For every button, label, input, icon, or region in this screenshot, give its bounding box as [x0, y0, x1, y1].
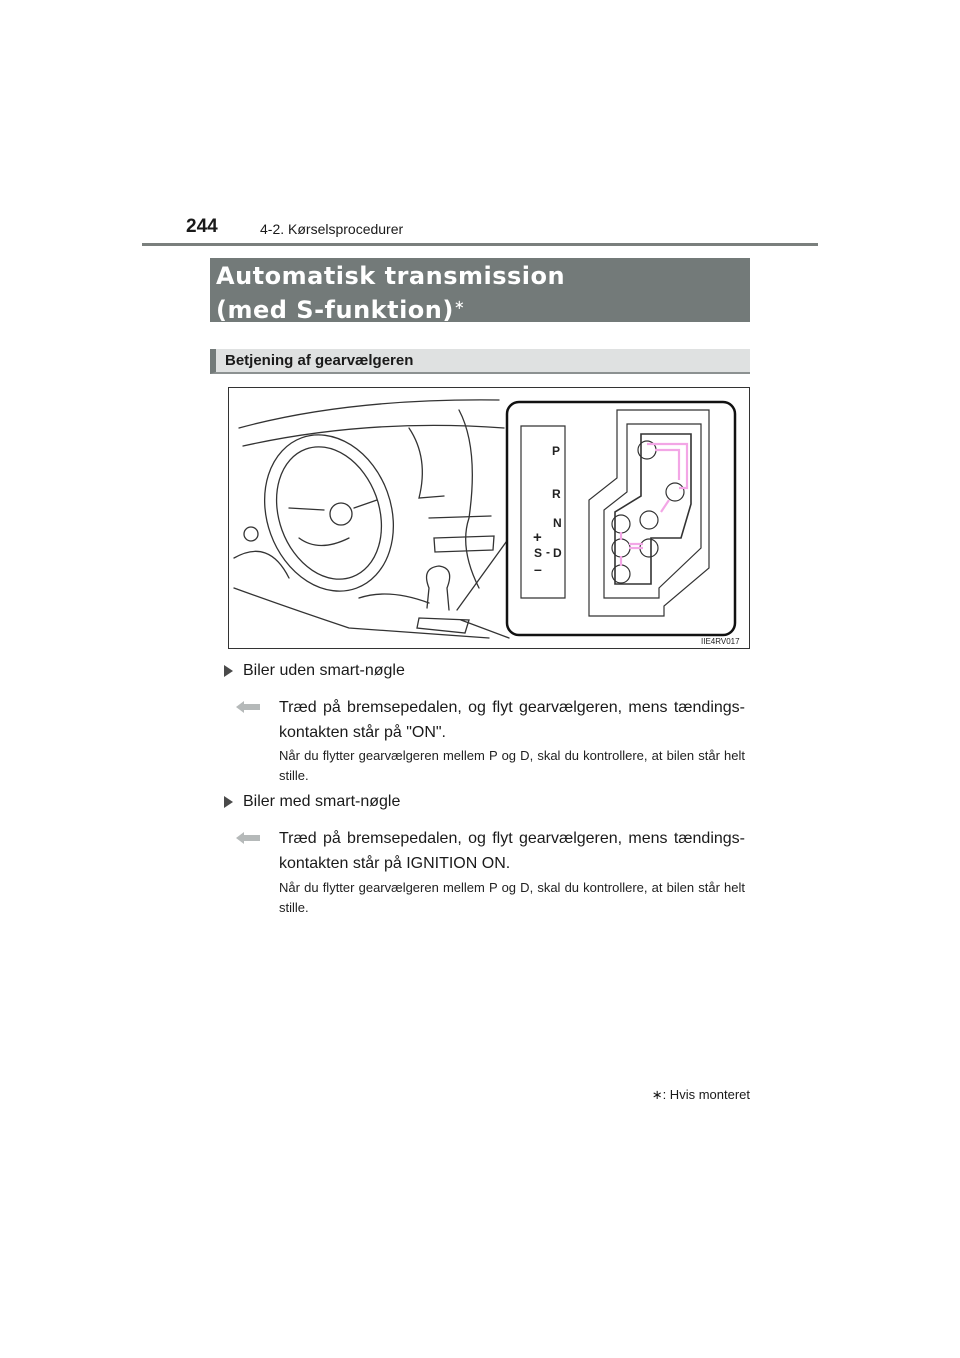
console-line — [459, 410, 479, 588]
shift-lever — [427, 566, 450, 610]
gear-label-d: D — [553, 546, 562, 560]
callout-line — [457, 538, 509, 610]
section-reference: 4-2. Kørselsprocedurer — [260, 221, 404, 237]
gear-label-n: N — [553, 516, 562, 530]
dashboard-line — [239, 400, 499, 428]
gear-label-minus: – — [534, 561, 542, 577]
gear-label-s: S — [534, 546, 543, 560]
vent-line — [429, 516, 491, 518]
steering-spoke — [289, 508, 324, 510]
step-arrow-icon — [236, 700, 260, 714]
vent — [434, 536, 494, 552]
start-button — [244, 527, 258, 541]
callout-line — [461, 620, 509, 638]
step-arrow-shape — [236, 832, 260, 844]
note-1-text: Når du flytter gearvælgeren mellem P og D, skal du kontrollere, at bilen står helt stille. — [279, 748, 745, 783]
gear-label-r: R — [552, 487, 561, 501]
title-marker: ∗ — [453, 298, 466, 313]
steering-wheel-outer — [243, 417, 414, 610]
figure-code: IIE4RV017 — [701, 637, 740, 646]
step-arrow-shape — [236, 701, 260, 713]
title-line-2: (med S-funktion) — [216, 296, 454, 324]
header-rule — [142, 243, 818, 246]
shift-lever-illustration — [228, 387, 750, 649]
title-band — [210, 258, 750, 322]
gear-label-dash: - — [546, 545, 550, 559]
illustration-drawing — [229, 388, 749, 648]
dash-panel-line — [409, 428, 444, 498]
bullet-2-label: Biler med smart-nøgle — [243, 793, 401, 810]
bullet-1 — [224, 662, 405, 680]
bullet-triangle-icon — [224, 796, 233, 808]
gear-label-p: P — [552, 444, 561, 458]
bullet-1-label: Biler uden smart-nøgle — [243, 662, 405, 679]
steering-wheel-inner — [259, 432, 399, 594]
bullet-triangle-icon — [224, 665, 233, 677]
footnote: ∗: Hvis monteret — [651, 1087, 750, 1102]
console-edge — [359, 594, 429, 603]
bullet-2 — [224, 793, 400, 811]
steering-hub — [330, 503, 352, 525]
note-2-text: Når du flytter gearvælgeren mellem P og D, skal du kontrollere, at bilen står helt stille. — [279, 880, 745, 915]
page-number: 244 — [186, 216, 218, 237]
steering-spoke — [299, 538, 349, 546]
dashboard-line — [243, 425, 504, 446]
title-line-2-wrap — [216, 291, 750, 325]
steering-spoke — [354, 500, 377, 508]
title-line-1: Automatisk transmission — [216, 262, 566, 290]
subheading: Betjening af gearvælgeren — [210, 349, 750, 374]
step-1-text: Træd på bremsepedalen, og flyt gearvælgeren, mens tændings-kontakten står på "ON". — [279, 699, 745, 741]
step-arrow-icon — [236, 831, 260, 845]
step-2-text: Træd på bremsepedalen, og flyt gearvælgeren, mens tændings-kontakten står på IGNITION ON. — [279, 830, 745, 872]
gear-label-plus: + — [533, 529, 542, 546]
floor-line — [234, 588, 489, 638]
